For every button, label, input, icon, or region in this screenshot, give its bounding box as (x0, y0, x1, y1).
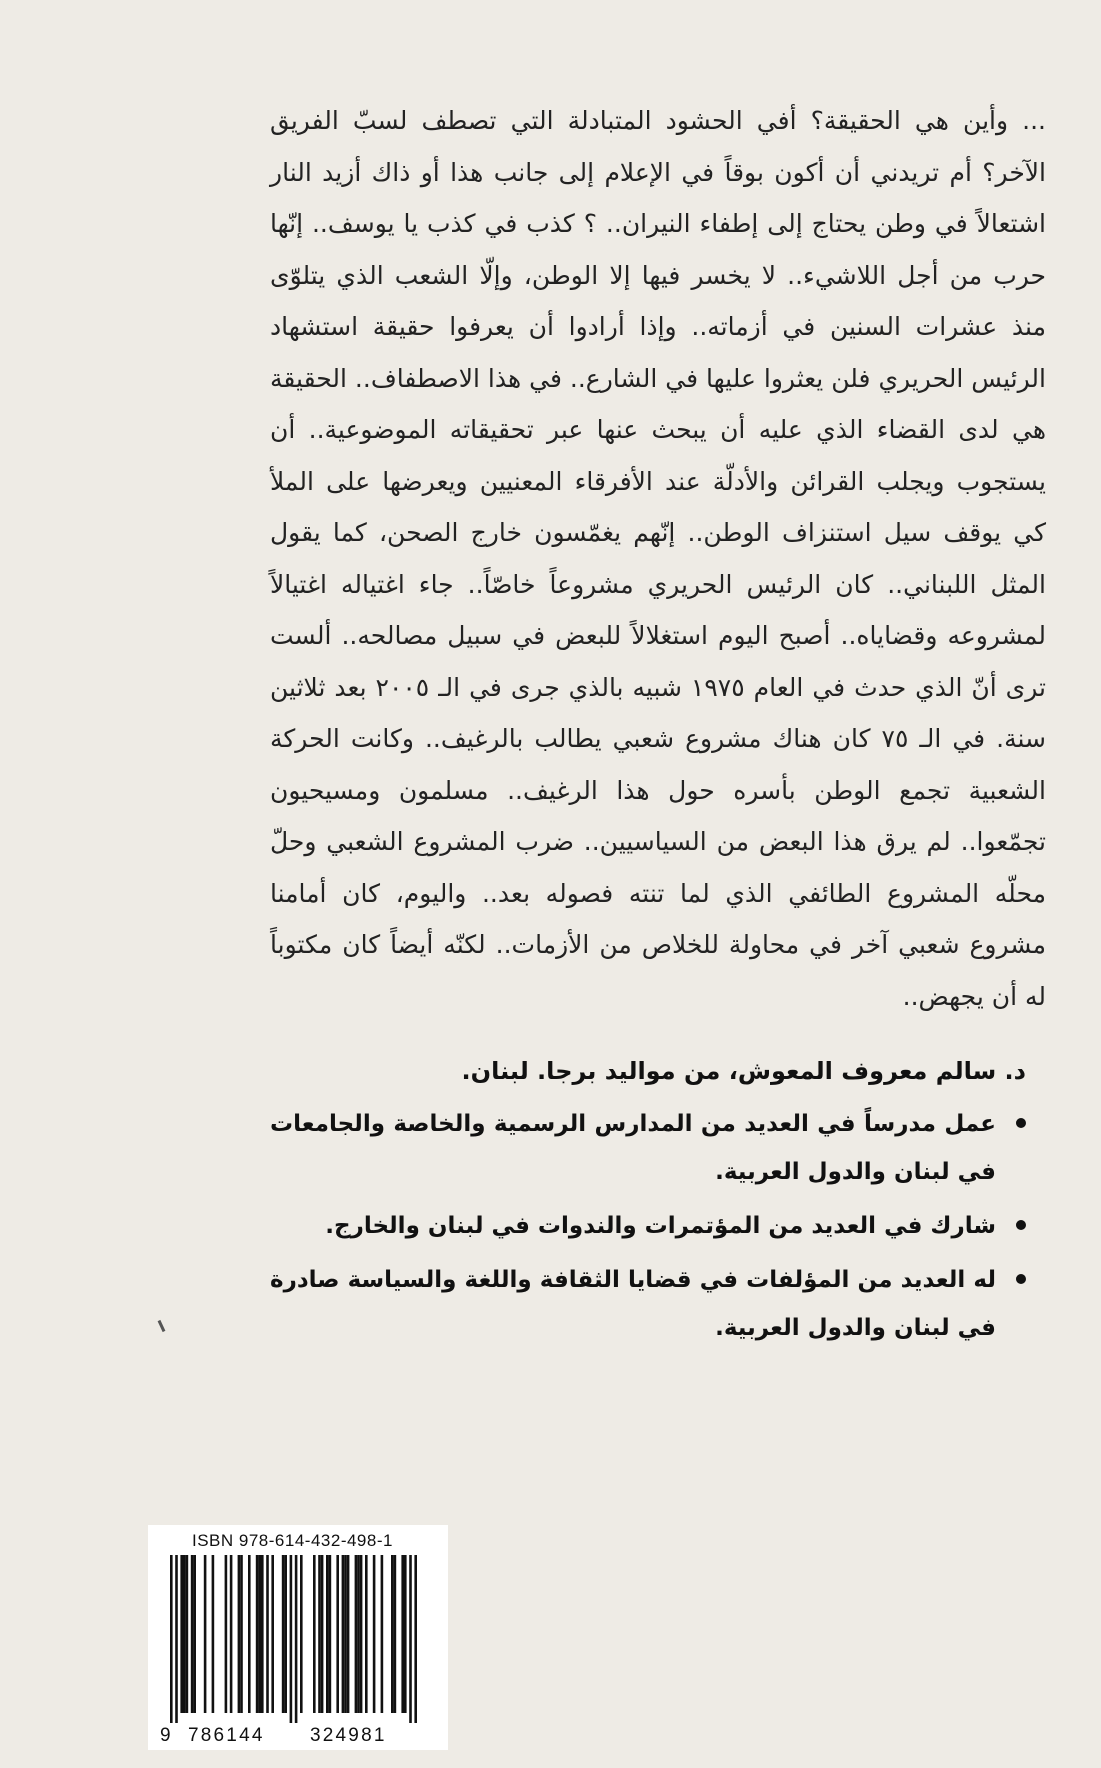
isbn-barcode (148, 1525, 448, 1750)
bullet-icon (1016, 1274, 1026, 1284)
barcode-bar (271, 1555, 274, 1713)
barcode-bar (170, 1555, 173, 1723)
barcode-bar (266, 1555, 269, 1713)
barcode-bars (170, 1555, 426, 1723)
barcode-bar (347, 1555, 350, 1713)
barcode-digits-left: 786144 (188, 1725, 265, 1746)
barcode-bar (391, 1555, 394, 1713)
barcode-bar (355, 1555, 358, 1713)
barcode-bar (313, 1555, 316, 1713)
barcode-bar (204, 1555, 207, 1713)
barcode-bar (409, 1555, 412, 1723)
barcode-bar (394, 1555, 397, 1713)
barcode-bar (230, 1555, 233, 1713)
barcode-digits-right: 324981 (310, 1725, 387, 1746)
stray-mark (158, 1320, 166, 1332)
barcode-bar (212, 1555, 215, 1713)
bullet-icon (1016, 1220, 1026, 1230)
barcode-bar (284, 1555, 287, 1713)
barcode-bar (193, 1555, 196, 1713)
bio-item-conferences (270, 1202, 1026, 1250)
barcode-bar (329, 1555, 332, 1713)
barcode-bar (258, 1555, 261, 1713)
barcode-bar (186, 1555, 189, 1713)
bio-item-teaching (270, 1100, 1026, 1196)
barcode-bar (256, 1555, 259, 1713)
barcode-bar (360, 1555, 363, 1713)
barcode-bar (401, 1555, 404, 1713)
barcode-bar (381, 1555, 384, 1713)
excerpt-paragraph: ... وأين هي الحقيقة؟ أفي الحشود المتبادلة التي تصطف لسبّ الفريق الآخر؟ أم تريدني أن أكون بوقاً في الإعلام إلى جانب هذا أو ذاك أزيد النار اشتعالاً في وطن يحتاج إلى إطفاء النيران.. ؟ كذب في كذب يا يوسف.. إنّها حرب من أجل اللاشيء.. لا يخسر فيها إلا الوطن، وإلّا الشعب الذي يتلوّى منذ عشرات السنين في أزماته.. وإذا أرادوا أن يعرفوا حقيقة استشهاد الرئيس الحريري فلن يعثروا عليها في الشارع.. في هذا الاصطفاف.. الحقيقة هي لدى القضاء الذي عليه أن يبحث عنها عبر تحقيقاته الموضوعية.. أن يستجوب ويجلب القرائن والأدلّة عند الأفرقاء المعنيين ويعرضها على الملأ كي يوقف سيل استنزاف الوطن.. إنّهم يغمّسون خارج الصحن، كما يقول المثل اللبناني.. كان الرئيس الحريري مشروعاً خاصّاً.. جاء اغتياله اغتيالاً لمشروعه وقضاياه.. أصبح اليوم استغلالاً للبعض في سبيل مصالحه.. ألست ترى أنّ الذي حدث في العام ١٩٧٥ شبيه بالذي جرى في الـ ٢٠٠٥ بعد ثلاثين سنة. في الـ ٧٥ كان هناك مشروع شعبي يطالب بالرغيف.. وكانت الحركة الشعبية تجمع الوطن بأسره حول هذا الرغيف.. مسلمون ومسيحيون تجمّعوا.. لم يرق هذا البعض من السياسيين.. ضرب المشروع الشعبي وحلّ محلّه المشروع الطائفي الذي لما تنته فصوله بعد.. واليوم، كان أمامنا مشروع شعبي آخر في محاولة للخلاص من الأزمات.. لكنّه أيضاً كان مكتوباً له أن يجهض.. (270, 106, 1047, 1011)
barcode-digit-first: 9 (160, 1725, 171, 1746)
bio-item-text: شارك في العديد من المؤتمرات والندوات في لبنان والخارج. (325, 1213, 996, 1239)
barcode-bar (365, 1555, 368, 1713)
barcode-bar (414, 1555, 417, 1723)
barcode-bar (261, 1555, 264, 1713)
bio-item-publications (270, 1256, 1026, 1352)
barcode-bar (295, 1555, 298, 1723)
barcode-bar (183, 1555, 186, 1713)
barcode-bar (282, 1555, 285, 1713)
barcode-bar (240, 1555, 243, 1713)
barcode-bar (373, 1555, 376, 1713)
bio-item-text: له العديد من المؤلفات في قضايا الثقافة واللغة والسياسة صادرة في لبنان والدول العربية. (270, 1267, 996, 1341)
author-name: د. سالم معروف المعوش، من مواليد برجا. لبنان. (461, 1057, 1026, 1085)
barcode-bar (300, 1555, 303, 1713)
barcode-bar (238, 1555, 241, 1713)
barcode-bar (175, 1555, 178, 1723)
bio-item-text: عمل مدرساً في العديد من المدارس الرسمية والخاصة والجامعات في لبنان والدول العربية. (270, 1111, 996, 1185)
barcode-bar (404, 1555, 407, 1713)
barcode-bar (191, 1555, 194, 1713)
barcode-digits (148, 1725, 448, 1747)
barcode-bar (321, 1555, 324, 1713)
isbn-label: ISBN 978-614-432-498-1 (192, 1531, 393, 1550)
barcode-bar (342, 1555, 345, 1713)
barcode-bar (290, 1555, 293, 1723)
excerpt-text-block (270, 95, 1046, 1022)
barcode-bar (357, 1555, 360, 1713)
barcode-bar (225, 1555, 228, 1713)
barcode-bar (248, 1555, 251, 1713)
barcode-bar (336, 1555, 339, 1713)
author-bio-block (270, 1048, 1026, 1358)
bullet-icon (1016, 1118, 1026, 1128)
barcode-bar (344, 1555, 347, 1713)
barcode-bar (318, 1555, 321, 1713)
barcode-bar (326, 1555, 329, 1713)
author-bio-list (270, 1100, 1026, 1352)
barcode-bar (180, 1555, 183, 1713)
